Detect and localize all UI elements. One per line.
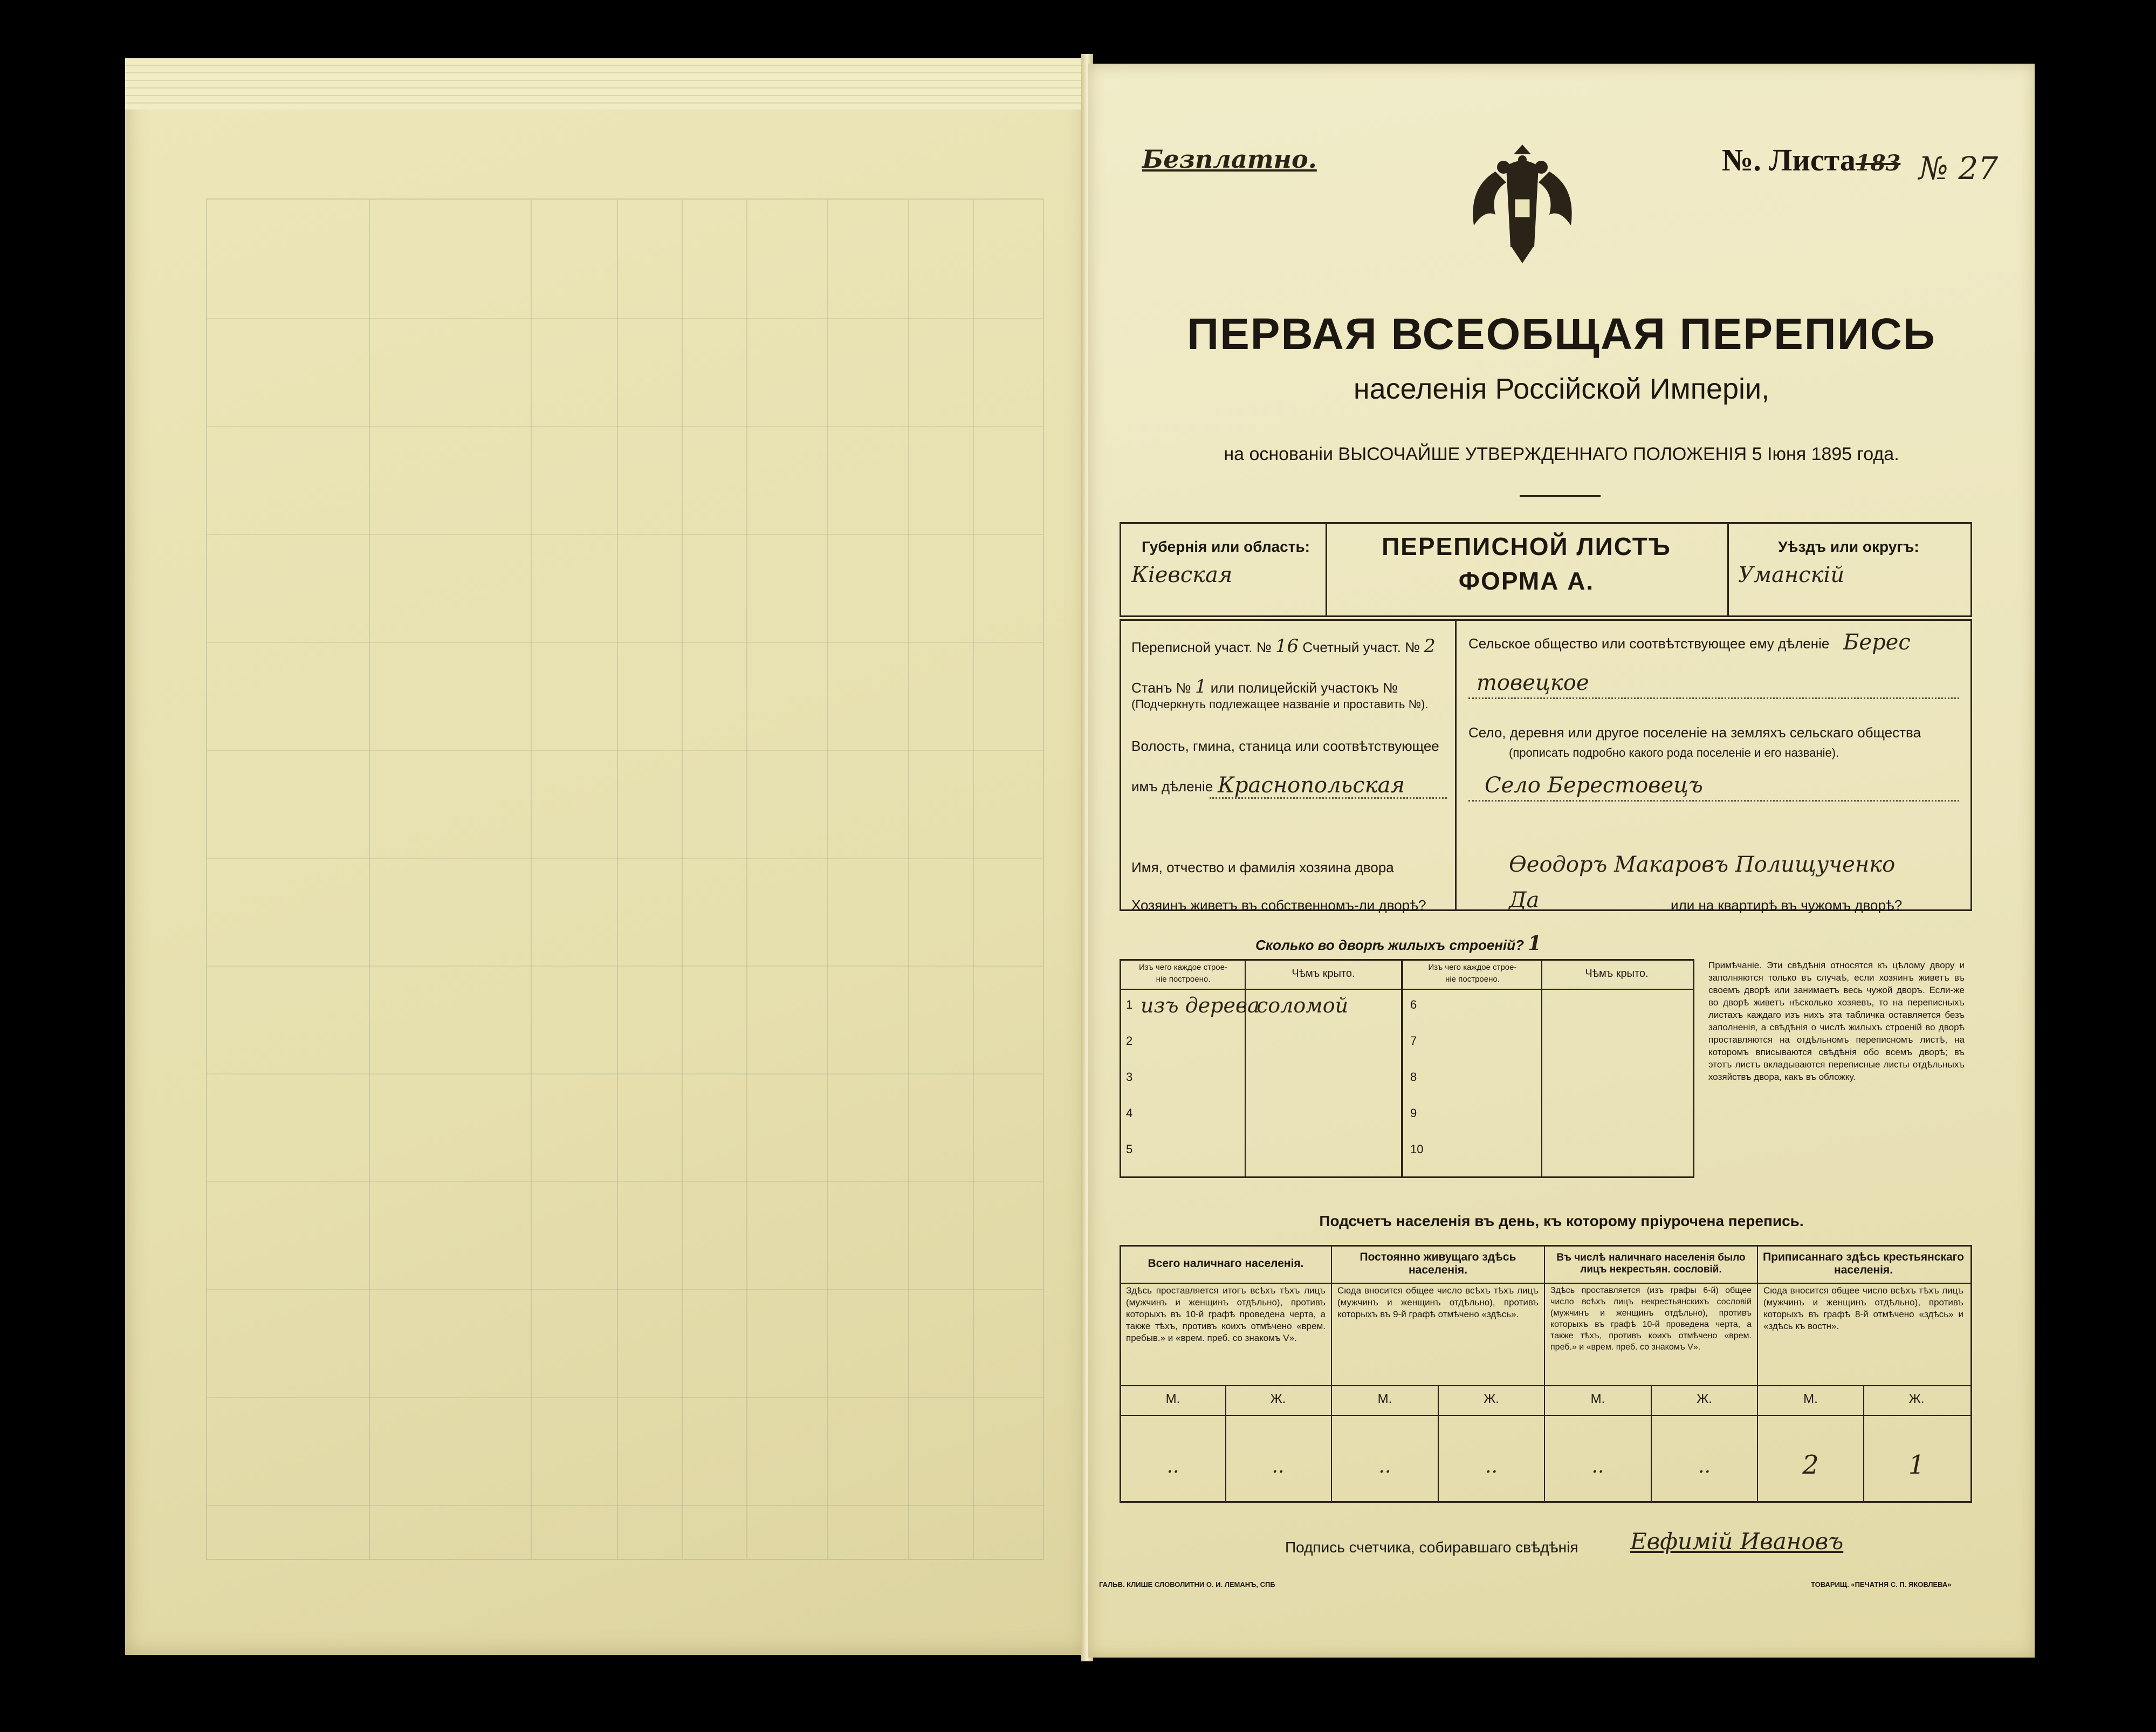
count-col-2: Постоянно живущаго здѣсь населенія. Сюда вносится общее число всѣхъ тѣхъ лицъ (мужчинъ и женщинъ отдѣльно), противъ которыхъ въ 9-й графѣ отмѣчено «здѣсь».: [1337, 1251, 1539, 1319]
form-code: ФОРМА А.: [1458, 567, 1595, 595]
note-text: Примѣчаніе. Эти свѣдѣнія относятся къ цѣлому двору и заполняются только въ случаѣ, если хозяинъ живетъ въ своемъ дворѣ или занимаетъ весь чужой дворъ. Если-же во дворѣ живетъ нѣсколько хозяевъ, то на переписныхъ листахъ каждаго изъ нихъ эта табличка оставляется безъ заполненія, а свѣдѣнія о числѣ жилыхъ строеній во дворѣ проставляются на отдѣльномъ переписномъ листѣ, на которомъ вписываются свѣдѣнія обо всемъ дворѣ; въ этотъ листъ вкладываются переписные листы отдѣльныхъ хозяйствъ двора, какъ въ обложку.: [1708, 960, 1965, 1082]
province-value: Кіевская: [1131, 563, 1233, 587]
printer-right: ТОВАРИЩ. «ПЕЧАТНЯ С. П. ЯКОВЛЕВА»: [1811, 1580, 1952, 1589]
ornament-divider: [1520, 495, 1601, 497]
count-col-3: Въ числѣ наличнаго населенія было лицъ некрестьян. сословій. Здѣсь проставляется (изъ графы 6-й) общее число всѣхъ лицъ некрестьянскихъ сословій (мужчинъ и женщинъ отдѣльно), противъ которыхъ въ графѣ 10-й проведена черта, а также тѣхъ, противъ коихъ отмѣчено «врем. преб.» и «врем. преб. со знакомъ V».: [1550, 1252, 1752, 1352]
ghost-grid: [206, 198, 1044, 1560]
buildings-label: Сколько во дворѣ жилыхъ строеній? 1: [1255, 932, 1542, 955]
col-roof-2: Чѣмъ крыто.: [1585, 968, 1649, 980]
table-row: 9: [1410, 1106, 1417, 1120]
underline-note: (Подчеркнуть подлежащее названіе и проставить №).: [1131, 697, 1429, 711]
right-page: [1088, 64, 2035, 1658]
col-roof: Чѣмъ крыто.: [1292, 968, 1355, 980]
peasant-m-value: 2: [1802, 1450, 1819, 1480]
col-material: Изъ чего каждое строе- ніе построено.: [1139, 963, 1227, 984]
m-label: М.: [1165, 1392, 1180, 1406]
nonpeasant-f-value: ..: [1698, 1455, 1711, 1477]
signature-label: Подпись счетчика, собиравшаго свѣдѣнія: [1285, 1539, 1578, 1556]
census-subtitle: населенія Россійской Имперіи,: [1353, 373, 1770, 405]
table-row: 8: [1410, 1070, 1417, 1084]
buildings-rows-left: [1122, 992, 1402, 1173]
census-basis: на основаніи ВЫСОЧАЙШЕ УТВЕРЖДЕННАГО ПОЛОЖЕНІЯ 5 Іюня 1895 года.: [1224, 444, 1899, 464]
total-m-value: ..: [1166, 1455, 1179, 1477]
volost-label: Волость, гмина, станица или соотвѣтствующее: [1131, 738, 1439, 754]
table-row: 10: [1410, 1142, 1424, 1156]
buildings-rows-right: [1404, 992, 1684, 1173]
table-row: 7: [1410, 1034, 1417, 1048]
table-row: 3: [1126, 1070, 1133, 1084]
district-value: Уманскій: [1738, 563, 1845, 587]
table-row: 2: [1126, 1034, 1133, 1048]
table-row: 5: [1126, 1142, 1133, 1156]
table-row: 1 изъ дерева соломой: [1126, 994, 1349, 1017]
f-label: Ж.: [1908, 1392, 1925, 1406]
owner-lives-value: Да: [1509, 888, 1540, 913]
volost-value: Краснопольская: [1218, 773, 1405, 798]
f-label: Ж.: [1270, 1392, 1286, 1406]
table-row: 6: [1410, 998, 1417, 1011]
count-col-4: Приписаннаго здѣсь крестьянскаго населенія. Сюда вносится общее число всѣхъ тѣхъ лицъ (мужчинъ и женщинъ отдѣльно), противъ которыхъ въ графѣ 8-й отмѣчено «здѣсь» и «здѣсь къ востн».: [1763, 1251, 1964, 1331]
m-label: М.: [1590, 1392, 1605, 1406]
f-label: Ж.: [1484, 1392, 1499, 1406]
count-col-1: Всего наличнаго населенія. Здѣсь проставляется итогъ всѣхъ тѣхъ лицъ (мужчинъ и женщинъ отдѣльно), противъ которыхъ въ 10-й графѣ проведена черта, а также тѣхъ, противъ коихъ отмѣчено «врем. пребыв.» и «врем. преб. со знакомъ V».: [1126, 1257, 1326, 1343]
f-label: Ж.: [1697, 1392, 1712, 1406]
nonpeasant-m-value: ..: [1591, 1455, 1604, 1477]
count-table-title: Подсчетъ населенія въ день, къ которому пріурочена перепись.: [1319, 1213, 1804, 1229]
volost-label-2: имъ дѣленіе: [1131, 778, 1213, 795]
m-label: М.: [1377, 1392, 1392, 1406]
village-label: Село, деревня или другое поселеніе на земляхъ сельскаго общества: [1468, 724, 1921, 741]
total-f-value: ..: [1272, 1455, 1285, 1477]
province-label: Губернія или область:: [1141, 538, 1310, 555]
coat-of-arms: [1463, 139, 1582, 269]
owner-name-value: Ѳеодоръ Макаровъ Полищученко: [1509, 852, 1896, 877]
village-value: Село Берестовецъ: [1485, 773, 1703, 798]
census-title: ПЕРВАЯ ВСЕОБЩАЯ ПЕРЕПИСЬ: [1187, 310, 1936, 359]
peasant-f-value: 1: [1908, 1450, 1925, 1480]
society-label: Сельское общество или соотвѣтствующее ему дѣленіе: [1468, 635, 1830, 652]
left-page: [125, 58, 1088, 1655]
district-label: Уѣздъ или округъ:: [1778, 538, 1919, 555]
owner-lives-label: Хозяинъ живетъ въ собственномъ-ли дворѣ?: [1131, 897, 1426, 913]
permanent-f-value: ..: [1485, 1455, 1498, 1477]
col-material-2: Изъ чего каждое строе- ніе построено.: [1428, 963, 1517, 984]
printer-left: ГАЛЬВ. КЛИШЕ СЛОВОЛИТНИ О. И. ЛЕМАНЪ, СПБ: [1099, 1580, 1275, 1589]
permanent-m-value: ..: [1378, 1455, 1391, 1477]
handwritten-number: № 27: [1919, 150, 1999, 187]
village-note: (прописать подробно какого рода поселеніе и его названіе).: [1509, 746, 1839, 759]
m-label: М.: [1803, 1392, 1818, 1406]
owner-rent-label: или на квартирѣ въ чужомъ дворѣ?: [1671, 897, 1903, 913]
page-edges: [125, 58, 1088, 109]
owner-name-label: Имя, отчество и фамилія хозяина двора: [1131, 859, 1394, 875]
census-plot: Переписной участ. № 16 Счетный участ. № 2: [1131, 635, 1436, 657]
sheet-number-label: №. Листа183: [1722, 142, 1901, 177]
stan-line: Станъ № 1 или полицейскій участокъ №: [1131, 676, 1398, 697]
society-value-1: Берес: [1843, 630, 1911, 655]
form-title: ПЕРЕПИСНОЙ ЛИСТЪ: [1382, 532, 1671, 560]
signature-value: Евфимій Ивановъ: [1630, 1528, 1844, 1555]
society-value-2: товецкое: [1477, 670, 1589, 695]
free-label: Безплатно.: [1142, 145, 1317, 174]
table-row: 4: [1126, 1106, 1133, 1120]
